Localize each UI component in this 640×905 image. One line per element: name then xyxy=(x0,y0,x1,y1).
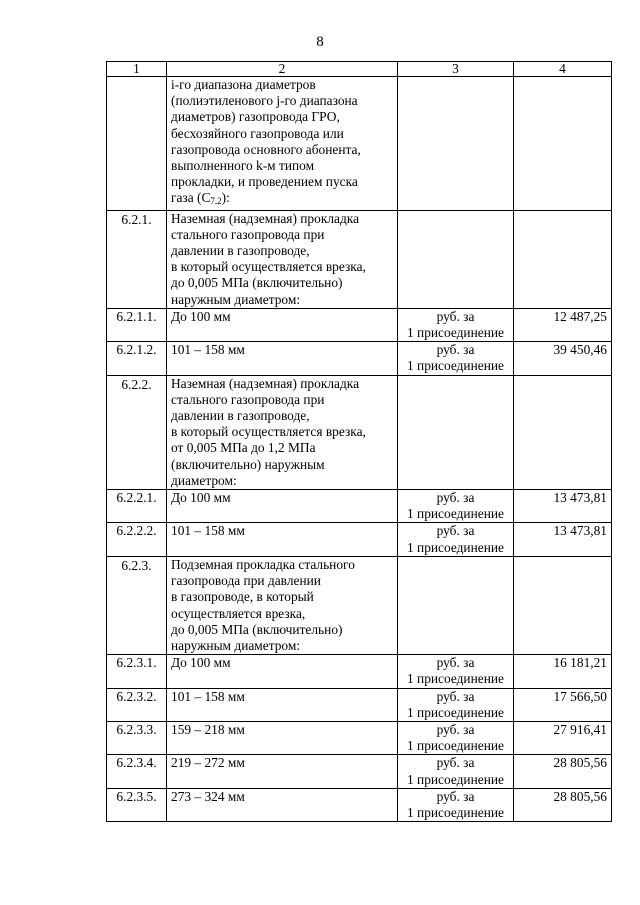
description-line: (включительно) наружным xyxy=(171,456,325,472)
item-description: До 100 мм xyxy=(167,490,398,523)
unit-line: руб. за xyxy=(436,308,475,324)
description-line: Наземная (надземная) прокладка xyxy=(171,210,360,226)
price-value: 27 916,41 xyxy=(514,721,612,754)
price-value: 12 487,25 xyxy=(514,308,612,341)
unit-line: 1 присоединение xyxy=(406,704,504,720)
section-row xyxy=(107,210,612,308)
unit-line: 1 присоединение xyxy=(406,671,504,687)
item-description: 219 – 272 мм xyxy=(167,755,398,788)
unit-line: руб. за xyxy=(436,490,475,506)
unit-cell xyxy=(398,342,514,375)
item-number: 6.2.3.4. xyxy=(107,755,167,788)
column-header: 4 xyxy=(514,62,612,77)
unit-cell xyxy=(398,755,514,788)
unit-line: руб. за xyxy=(436,655,475,671)
description-line: диаметром: xyxy=(171,472,237,488)
unit-line: 1 присоединение xyxy=(406,325,504,341)
section-number: 6.2.3. xyxy=(107,556,167,654)
header-row xyxy=(107,62,612,77)
item-number: 6.2.3.3. xyxy=(107,721,167,754)
unit-line: руб. за xyxy=(436,721,475,737)
price-value: 28 805,56 xyxy=(514,788,612,821)
description-line: бесхозяйного газопровода или xyxy=(171,125,344,141)
description-line: давлении в газопроводе, xyxy=(171,408,310,424)
item-description: 101 – 158 мм xyxy=(167,342,398,375)
unit-line: 1 присоединение xyxy=(406,771,504,787)
empty-cell xyxy=(107,77,167,211)
item-description: До 100 мм xyxy=(167,308,398,341)
unit-line: 1 присоединение xyxy=(406,358,504,374)
unit-line: 1 присоединение xyxy=(406,506,504,522)
unit-line: руб. за xyxy=(436,342,475,358)
description-line: в газопроводе, в который xyxy=(171,589,314,605)
description-line: (полиэтиленового j-го диапазона xyxy=(171,93,358,109)
price-value: 39 450,46 xyxy=(514,342,612,375)
page-number: 8 xyxy=(316,34,324,50)
formula-subscript: 7.2 xyxy=(210,196,222,207)
table-row xyxy=(107,490,612,523)
unit-line: 1 присоединение xyxy=(406,738,504,754)
description-line: от 0,005 МПа до 1,2 МПа xyxy=(171,440,316,456)
table-row xyxy=(107,308,612,341)
table-row xyxy=(107,755,612,788)
empty-cell xyxy=(514,77,612,211)
description-line: диаметров) газопровода ГРО, xyxy=(171,109,340,125)
continuation-row xyxy=(107,77,612,211)
item-description: 159 – 218 мм xyxy=(167,721,398,754)
tariff-table-body xyxy=(107,62,612,822)
description-line: прокладки, и проведением пуска xyxy=(171,174,358,190)
formula-prefix: газа (С xyxy=(171,190,211,206)
description-line-formula xyxy=(171,190,393,209)
table-row xyxy=(107,342,612,375)
unit-line: руб. за xyxy=(436,755,475,771)
description-line: Подземная прокладка стального xyxy=(171,556,355,572)
empty-cell xyxy=(398,210,514,308)
unit-line: руб. за xyxy=(436,688,475,704)
description-line: газопровода при давлении xyxy=(171,573,321,589)
description-line: до 0,005 МПа (включительно) xyxy=(171,275,343,291)
empty-cell xyxy=(514,556,612,654)
section-number: 6.2.1. xyxy=(107,210,167,308)
description-line: i-го диапазона диаметров xyxy=(171,77,316,92)
description-line: осуществляется врезка, xyxy=(171,605,306,621)
section-row xyxy=(107,375,612,489)
empty-cell xyxy=(398,375,514,489)
unit-cell xyxy=(398,721,514,754)
unit-cell xyxy=(398,523,514,556)
description-line: в который осуществляется врезка, xyxy=(171,259,366,275)
table-row xyxy=(107,655,612,688)
item-number: 6.2.2.2. xyxy=(107,523,167,556)
description-line: газопровода основного абонента, xyxy=(171,141,361,157)
unit-cell xyxy=(398,788,514,821)
price-value: 28 805,56 xyxy=(514,755,612,788)
tariff-table xyxy=(106,61,612,822)
table-row xyxy=(107,523,612,556)
unit-line: руб. за xyxy=(436,523,475,539)
item-description: 101 – 158 мм xyxy=(167,688,398,721)
continuation-description xyxy=(167,77,398,211)
price-value: 13 473,81 xyxy=(514,523,612,556)
unit-cell xyxy=(398,308,514,341)
price-value: 16 181,21 xyxy=(514,655,612,688)
unit-cell xyxy=(398,655,514,688)
item-description: 273 – 324 мм xyxy=(167,788,398,821)
item-number: 6.2.1.2. xyxy=(107,342,167,375)
description-line: выполненного k-м типом xyxy=(171,158,315,174)
section-row xyxy=(107,556,612,654)
section-number: 6.2.2. xyxy=(107,375,167,489)
description-line: наружным диаметром: xyxy=(171,637,301,653)
description-line: наружным диаметром: xyxy=(171,291,301,307)
formula-suffix: ): xyxy=(221,190,230,206)
item-description: 101 – 158 мм xyxy=(167,523,398,556)
empty-cell xyxy=(398,556,514,654)
table-row xyxy=(107,688,612,721)
section-description xyxy=(167,556,398,654)
description-line: стального газопровода при xyxy=(171,226,325,242)
table-row xyxy=(107,788,612,821)
unit-line: руб. за xyxy=(436,788,475,804)
item-number: 6.2.2.1. xyxy=(107,490,167,523)
description-line: давлении в газопроводе, xyxy=(171,243,310,259)
unit-line: 1 присоединение xyxy=(406,539,504,555)
description-line: до 0,005 МПа (включительно) xyxy=(171,621,343,637)
column-header: 1 xyxy=(107,62,167,77)
item-number: 6.2.1.1. xyxy=(107,308,167,341)
description-line: стального газопровода при xyxy=(171,391,325,407)
unit-line: 1 присоединение xyxy=(406,804,504,820)
item-description: До 100 мм xyxy=(167,655,398,688)
item-number: 6.2.3.1. xyxy=(107,655,167,688)
empty-cell xyxy=(514,210,612,308)
unit-cell xyxy=(398,490,514,523)
price-value: 13 473,81 xyxy=(514,490,612,523)
column-header: 2 xyxy=(167,62,398,77)
empty-cell xyxy=(514,375,612,489)
empty-cell xyxy=(398,77,514,211)
section-description xyxy=(167,210,398,308)
unit-cell xyxy=(398,688,514,721)
description-line: Наземная (надземная) прокладка xyxy=(171,375,360,391)
item-number: 6.2.3.5. xyxy=(107,788,167,821)
section-description xyxy=(167,375,398,489)
description-line: в который осуществляется врезка, xyxy=(171,424,366,440)
table-row xyxy=(107,721,612,754)
column-header: 3 xyxy=(398,62,514,77)
price-value: 17 566,50 xyxy=(514,688,612,721)
item-number: 6.2.3.2. xyxy=(107,688,167,721)
